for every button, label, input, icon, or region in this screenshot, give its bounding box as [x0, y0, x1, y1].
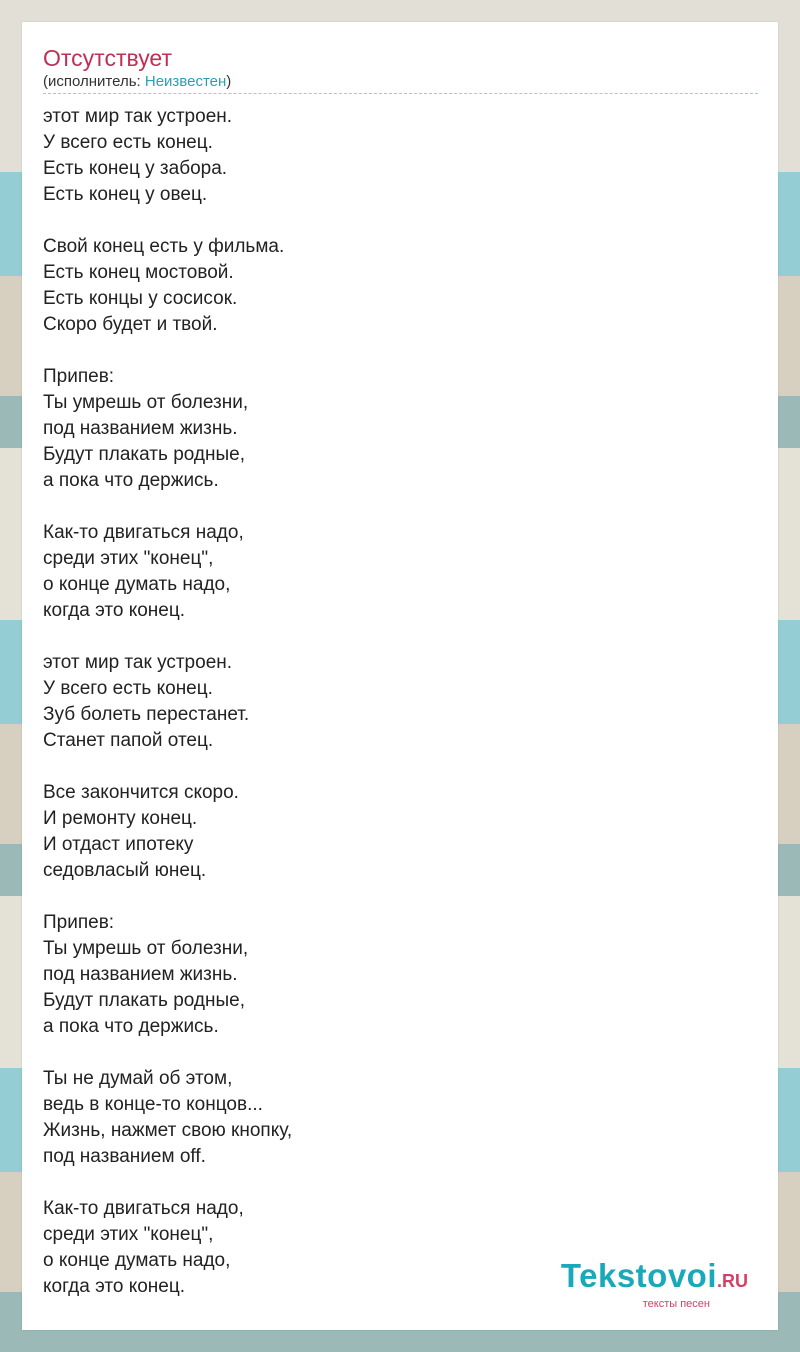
- lyric-line: И отдаст ипотеку: [43, 834, 194, 855]
- lyric-line: Скоро будет и твой.: [43, 314, 218, 335]
- lyric-line: среди этих "конец",: [43, 548, 214, 569]
- lyric-line: этот мир так устроен.: [43, 652, 233, 673]
- header-divider: [43, 93, 758, 94]
- lyric-line: а пока что держись.: [43, 1016, 219, 1037]
- lyric-line: Ты не думай об этом,: [43, 1068, 233, 1089]
- verse: [43, 1066, 743, 1170]
- lyric-line: Свой конец есть у фильма.: [43, 236, 285, 257]
- verse: [43, 104, 743, 208]
- lyric-line: Есть конец у забора.: [43, 158, 228, 179]
- lyric-line: Зуб болеть перестанет.: [43, 704, 250, 725]
- logo-wordmark: [561, 1259, 748, 1298]
- logo-name: Tekstovoi: [560, 1257, 717, 1294]
- lyric-line: Будут плакать родные,: [43, 990, 245, 1011]
- lyric-line: Все закончится скоро.: [43, 782, 239, 803]
- lyric-line: когда это конец.: [43, 1276, 186, 1297]
- lyric-line: Будут плакать родные,: [43, 444, 245, 465]
- logo-tld: .RU: [717, 1271, 748, 1291]
- lyric-line: а пока что держись.: [43, 470, 219, 491]
- lyrics-card: [22, 22, 778, 1330]
- lyric-line: Есть конец мостовой.: [43, 262, 234, 283]
- performer-prefix: (исполнитель:: [43, 73, 145, 90]
- lyric-line: о конце думать надо,: [43, 1250, 231, 1271]
- lyric-line: Припев:: [43, 366, 115, 387]
- verse: [43, 650, 743, 754]
- site-logo[interactable]: [561, 1259, 748, 1310]
- lyric-line: под названием жизнь.: [43, 964, 238, 985]
- logo-tagline: тексты песен: [642, 1298, 710, 1310]
- chorus: [43, 364, 743, 494]
- lyric-line: У всего есть конец.: [43, 132, 213, 153]
- performer-line: [43, 73, 231, 91]
- lyric-line: под названием off.: [43, 1146, 206, 1167]
- lyric-line: Жизнь, нажмет свою кнопку,: [43, 1120, 293, 1141]
- song-title: Отсутствует: [43, 45, 172, 71]
- verse: [43, 780, 743, 884]
- lyric-line: под названием жизнь.: [43, 418, 238, 439]
- lyric-line: Есть концы у сосисок.: [43, 288, 238, 309]
- lyric-line: Ты умрешь от болезни,: [43, 392, 249, 413]
- lyric-line: У всего есть конец.: [43, 678, 213, 699]
- verse: [43, 520, 743, 624]
- lyric-line: среди этих "конец",: [43, 1224, 214, 1245]
- performer-link[interactable]: Неизвестен: [144, 73, 227, 90]
- lyric-line: этот мир так устроен.: [43, 106, 233, 127]
- lyric-line: ведь в конце-то концов...: [43, 1094, 263, 1115]
- lyric-line: Есть конец у овец.: [43, 184, 208, 205]
- verse: [43, 234, 743, 338]
- lyric-line: когда это конец.: [43, 600, 186, 621]
- chorus: [43, 910, 743, 1040]
- lyric-line: седовласый юнец.: [43, 860, 207, 881]
- lyric-line: Припев:: [43, 912, 115, 933]
- performer-suffix: ): [226, 73, 232, 90]
- lyric-line: Как-то двигаться надо,: [43, 1198, 244, 1219]
- lyric-line: Станет папой отец.: [43, 730, 214, 751]
- lyrics-text: [43, 104, 743, 1300]
- lyric-line: о конце думать надо,: [43, 574, 231, 595]
- lyric-line: И ремонту конец.: [43, 808, 198, 829]
- lyric-line: Как-то двигаться надо,: [43, 522, 244, 543]
- lyric-line: Ты умрешь от болезни,: [43, 938, 249, 959]
